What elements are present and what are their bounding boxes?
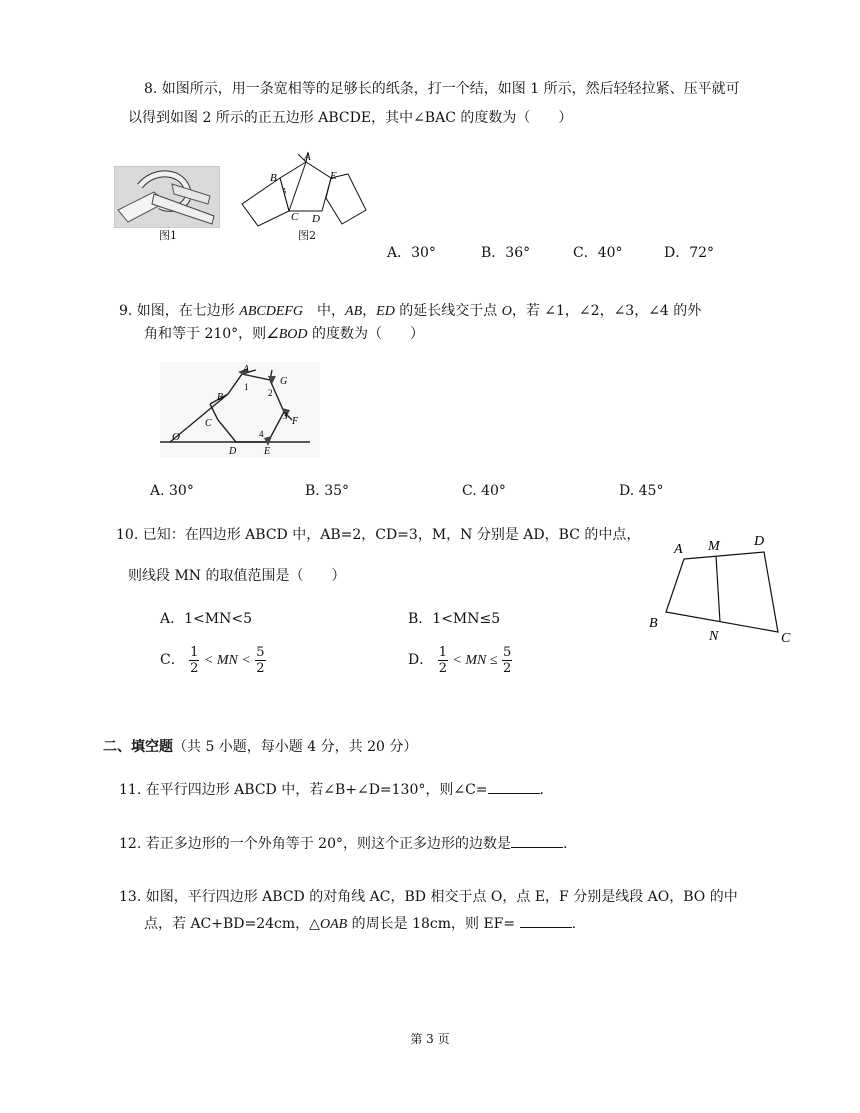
q9-label-f: F xyxy=(292,416,299,427)
q10-option-d: D． $\frac{1}{2}$ < MN ≤ $\frac{5}{2}$ xyxy=(408,644,512,676)
page-number: 第 3 页 xyxy=(410,1032,450,1046)
q9-option-c: C. 40° xyxy=(462,483,506,499)
q9-label-4: 4 xyxy=(259,429,264,439)
fraction-half: $\frac{1}{2}$ xyxy=(438,644,447,676)
q8-figure-2-caption: 图2 xyxy=(298,229,316,242)
q9-label-c: C xyxy=(205,418,212,429)
q9-label-a: A xyxy=(243,364,250,375)
q13-line1: 13. 如图，平行四边形 ABCD 的对角线 AC，BD 相交于点 O，点 E，F 分别是线段 AO，BO 的中 xyxy=(119,889,738,905)
fraction-five-halves: $\frac{5}{2}$ xyxy=(256,644,265,676)
q8-figure-1-caption: 图1 xyxy=(159,229,177,242)
q9-line2: 角和等于 210°，则∠BOD 的度数为（ ） xyxy=(144,326,424,342)
q8-option-c: C．40° xyxy=(573,245,623,261)
q8-line2: 以得到如图 2 所示的正五边形 ABCDE，其中∠BAC 的度数为（ ） xyxy=(128,110,573,126)
q8-fig2-label-d: D xyxy=(312,213,320,225)
q10-quadrilateral-diagram xyxy=(644,530,800,648)
q10-label-b: B xyxy=(649,616,658,631)
q10-label-c: C xyxy=(781,631,791,646)
q8-option-d: D．72° xyxy=(664,245,715,261)
q8-fig2-label-e: E xyxy=(330,170,337,182)
q8-option-a: A．30° xyxy=(387,245,436,261)
q10-line2: 则线段 MN 的取值范围是（ ） xyxy=(128,568,346,584)
q10-option-a: A．1<MN<5 xyxy=(160,611,252,627)
q9-option-b: B. 35° xyxy=(305,483,350,499)
q9-label-3: 3 xyxy=(283,411,288,421)
q10-line1: 10. 已知：在四边形 ABCD 中，AB=2，CD=3，M，N 分别是 AD，BC 的中点， xyxy=(116,527,641,543)
q9-heptagon-diagram xyxy=(160,362,320,458)
q9-label-1: 1 xyxy=(244,382,249,392)
q9-option-a: A. 30° xyxy=(150,483,194,499)
q10-label-m: M xyxy=(708,539,720,554)
q9-line1: 9. 如图，在七边形 ABCDEFG 中，AB，ED 的延长线交于点 O，若 ∠1，∠2，∠3，∠4 的外 xyxy=(119,303,702,319)
q8-fig2-label-a: A xyxy=(304,151,311,163)
answer-blank xyxy=(511,834,563,848)
q9-option-d: D. 45° xyxy=(619,483,664,499)
q10-label-n: N xyxy=(709,629,719,644)
q9-label-o: O xyxy=(172,431,180,443)
fraction-half: $\frac{1}{2}$ xyxy=(190,644,199,676)
q11: 11. 在平行四边形 ABCD 中，若∠B+∠D=130°，则∠C= . xyxy=(119,782,544,798)
q13-line2: 点，若 AC+BD=24cm，△OAB 的周长是 18cm，则 EF= . xyxy=(144,916,577,932)
q10-label-a: A xyxy=(674,542,683,557)
q8-option-b: B．36° xyxy=(481,245,531,261)
q8-figure-1-photo xyxy=(114,166,220,228)
q10-option-c: C． $\frac{1}{2}$ < MN < $\frac{5}{2}$ xyxy=(160,644,265,676)
q12: 12. 若正多边形的一个外角等于 20°，则这个正多边形的边数是 . xyxy=(119,836,568,852)
q9-label-2: 2 xyxy=(268,388,273,398)
answer-blank xyxy=(488,780,540,794)
q10-label-d: D xyxy=(754,534,765,549)
q10-option-b: B．1<MN≤5 xyxy=(408,611,501,627)
q8-fig2-label-b: B xyxy=(270,172,277,184)
q8-figure-2-diagram xyxy=(238,148,370,230)
q8-line1: 8. 如图所示，用一条宽相等的足够长的纸条，打一个结，如图 1 所示，然后轻轻拉紧、压平就可 xyxy=(144,81,740,97)
q9-label-d: D xyxy=(229,446,237,457)
fraction-five-halves: $\frac{5}{2}$ xyxy=(503,644,512,676)
q8-fig2-label-c: C xyxy=(291,211,299,223)
section-2-heading: 二、填空题（共 5 小题，每小题 4 分，共 20 分） xyxy=(103,739,418,755)
answer-blank xyxy=(520,914,572,928)
q9-label-e: E xyxy=(264,446,271,457)
q9-label-g: G xyxy=(280,376,288,387)
q9-label-b: B xyxy=(217,392,224,403)
